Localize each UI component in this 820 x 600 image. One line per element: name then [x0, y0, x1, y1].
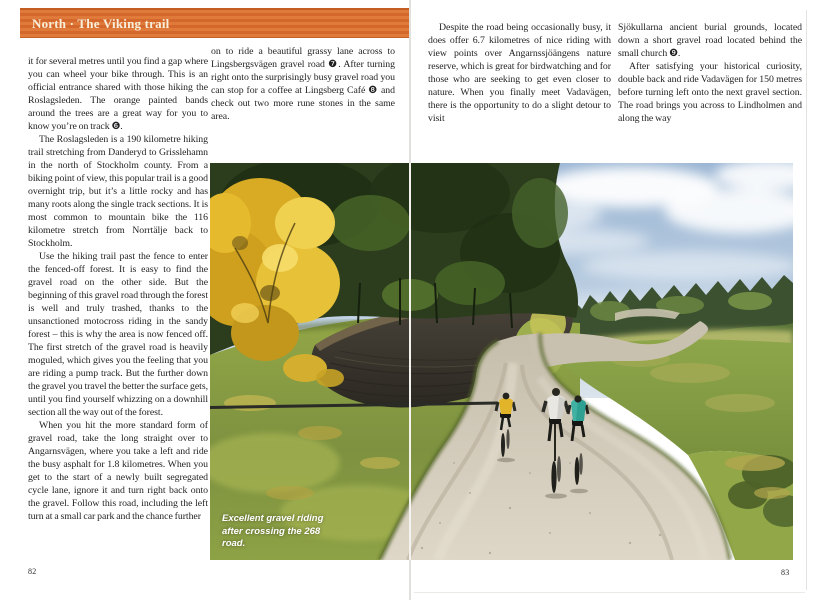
section-header-label: North · The Viking trail	[32, 15, 170, 31]
photo-caption: Excellent gravel riding after crossing the 268 road.	[222, 513, 324, 549]
paragraph: Despite the road being occasionally busy, it does offer 6.7 kilometres of nice riding with view points over Angarnssjöängens nature reserve, which is great for birdwatching and for those who are seeking to get even closer to nature. When you finally meet Vadavägen, there is the opportunity to do a slight detour to visit	[428, 22, 611, 124]
paragraph: Use the hiking trail past the fence to enter the fenced-off forest. It is easy to find the gravel road on the other side. But the beginning of this gravel road through the forest is well and truly trashed, thanks to the unsanctioned motocross riding in the sandy forest – this is why the area is now fenced off. The first stretch of the gravel road is heavily moguled, which gives you the feeling that you are riding a pump track. But the further down the gravel you travel the better the surface gets, until you find yourself whizzing on a downhill section all the way out of the forest.	[28, 251, 208, 418]
photo-gravel-road	[210, 163, 793, 560]
section-header-banner	[20, 8, 409, 38]
text-column-right-1	[428, 21, 611, 125]
paragraph: on to ride a beautiful grassy lane across to Lingsbergsvägen gravel road ❼. After turning right onto the surprisingly busy gravel road you can stop for a coffee at Lingsberg Café ❽ and check out two more rune stones in the same area.	[211, 46, 395, 122]
paragraph: The Roslagsleden is a 190 kilometre hiking trail stretching from Danderyd to Grisslehamn in the north of Stockholm county. From a biking point of view, this popular trail is a good overnight trip, but it’s a little rocky and has many roots along the single track sections. It is most common to mountain bike the 116 kilometre stretch from Norrtälje back to Stockholm.	[28, 134, 208, 249]
page-edge-right	[806, 10, 807, 590]
paragraph: Sjökullarna ancient burial grounds, located down a short gravel road located behind the small church ❾.	[618, 22, 802, 59]
paragraph: When you hit the more standard form of gravel road, take the long straight over to Angarnsvägen, where you take a left and ride the busy asphalt for 1.8 kilometres. When you get to the start of a newly built segregated cycle lane, ignore it and turn right back onto the gravel. Follow this road, including the left turn at a small car park and the chance further	[28, 420, 208, 522]
page-gutter-over-photo	[409, 163, 411, 560]
photo-illustration	[210, 163, 793, 560]
page-number-right: 83	[781, 568, 790, 577]
text-column-left-1	[28, 55, 208, 523]
page-edge-bottom	[414, 592, 805, 593]
page-number-left: 82	[28, 567, 37, 576]
text-column-right-2	[618, 21, 802, 125]
paragraph: it for several metres until you find a gap where you can wheel your bike through. This is an official entrance shared with those hiking the Roslagsleden. The orange painted bands around the trees are a great way for you to know you’re on track ❻.	[28, 56, 208, 132]
text-column-left-2	[211, 45, 395, 123]
paragraph: After satisfying your historical curiosity, double back and ride Vadavägen for 150 metres before turning left onto the next gravel section. The road brings you across to Lindholmen and along the way	[618, 61, 802, 124]
